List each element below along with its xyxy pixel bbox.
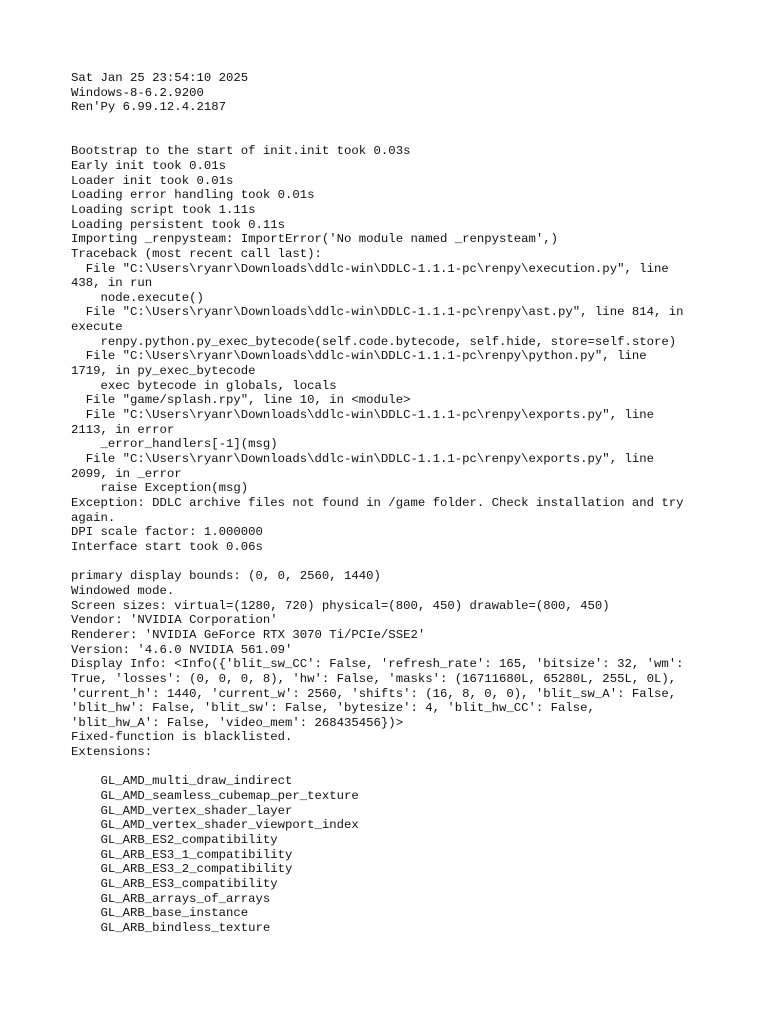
log-line: GL_ARB_ES3_2_compatibility [71,862,293,877]
log-line [71,760,711,775]
log-line: again. [71,510,116,525]
log-line: GL_AMD_seamless_cubemap_per_texture [71,789,359,804]
log-line: GL_ARB_ES3_compatibility [71,877,278,892]
log-line [71,115,711,130]
log-line: 2113, in error [71,422,175,437]
log-line: 'blit_hw_A': False, 'video_mem': 268435456})> [71,715,404,730]
log-line: Vendor: 'NVIDIA Corporation' [71,613,278,628]
log-line: Loading script took 1.11s [71,202,256,217]
log-line: 438, in run [71,276,153,291]
log-line: GL_AMD_vertex_shader_layer [71,803,293,818]
log-line: Extensions: [71,745,153,760]
log-line: Ren'Py 6.99.12.4.2187 [71,100,226,115]
log-line: Fixed-function is blacklisted. [71,730,293,745]
log-line: Exception: DDLC archive files not found in /game folder. Check installation and try [71,496,684,510]
log-line: GL_AMD_vertex_shader_viewport_index [71,818,359,833]
log-line [71,130,711,145]
log-line: GL_AMD_multi_draw_indirect [71,774,293,789]
log-line: 'current_h': 1440, 'current_w': 2560, 'shifts': (16, 8, 0, 0), 'blit_sw_A': False, [71,686,677,701]
log-line: Display Info: <Info({'blit_sw_CC': False, 'refresh_rate': 165, 'bitsize': 32, 'wm': [71,657,684,672]
log-line [71,555,711,570]
log-line: Interface start took 0.06s [71,539,263,554]
log-line: Bootstrap to the start of init.init took 0.03s [71,144,411,159]
log-line: primary display bounds: (0, 0, 2560, 1440) [71,569,381,584]
log-line: True, 'losses': (0, 0, 0, 8), 'hw': False, 'masks': (16711680L, 65280L, 255L, 0L), [71,671,677,686]
log-line: raise Exception(msg) [71,481,249,496]
log-line: 'blit_hw': False, 'blit_sw': False, 'bytesize': 4, 'blit_hw_CC': False, [71,701,595,716]
log-line: File "game/splash.rpy", line 10, in <module> [71,393,411,408]
log-line: execute [71,320,123,335]
log-line: File "C:\Users\ryanr\Downloads\ddlc-win\DDLC-1.1.1-pc\renpy\python.py", line [71,349,647,364]
log-line: GL_ARB_ES2_compatibility [71,833,278,848]
log-line: Loader init took 0.01s [71,173,234,188]
log-line: GL_ARB_bindless_texture [71,921,271,935]
log-line: GL_ARB_ES3_1_compatibility [71,847,293,862]
log-line: Loading persistent took 0.11s [71,217,286,232]
log-line: GL_ARB_base_instance [71,906,249,921]
log-line: Renderer: 'NVIDIA GeForce RTX 3070 Ti/PCIe/SSE2' [71,627,426,642]
log-line: File "C:\Users\ryanr\Downloads\ddlc-win\DDLC-1.1.1-pc\renpy\exports.py", line [71,452,654,467]
log-line: Version: '4.6.0 NVIDIA 561.09' [71,642,293,657]
log-line: File "C:\Users\ryanr\Downloads\ddlc-win\DDLC-1.1.1-pc\renpy\exports.py", line [71,408,654,423]
log-line: 1719, in py_exec_bytecode [71,364,256,379]
log-line: DPI scale factor: 1.000000 [71,525,263,540]
log-line: Windowed mode. [71,583,175,598]
log-line: Loading error handling took 0.01s [71,188,315,203]
log-line: exec bytecode in globals, locals [71,378,337,393]
log-line: renpy.python.py_exec_bytecode(self.code.bytecode, self.hide, store=self.store) [71,334,677,349]
log-line: Sat Jan 25 23:54:10 2025 [71,71,249,85]
log-line: File "C:\Users\ryanr\Downloads\ddlc-win\DDLC-1.1.1-pc\renpy\ast.py", line 814, in [71,305,684,320]
log-line: Windows-8-6.2.9200 [71,85,204,100]
log-line: Early init took 0.01s [71,158,226,173]
log-line: GL_ARB_arrays_of_arrays [71,891,271,906]
log-line: Importing _renpysteam: ImportError('No module named _renpysteam',) [71,232,559,247]
log-line: node.execute() [71,290,204,305]
log-line: Screen sizes: virtual=(1280, 720) physical=(800, 450) drawable=(800, 450) [71,598,610,613]
log-line: Traceback (most recent call last): [71,246,322,261]
log-line: File "C:\Users\ryanr\Downloads\ddlc-win\DDLC-1.1.1-pc\renpy\execution.py", line [71,261,669,276]
log-text [71,71,711,936]
log-line: 2099, in _error [71,466,182,481]
log-line: _error_handlers[-1](msg) [71,437,278,452]
